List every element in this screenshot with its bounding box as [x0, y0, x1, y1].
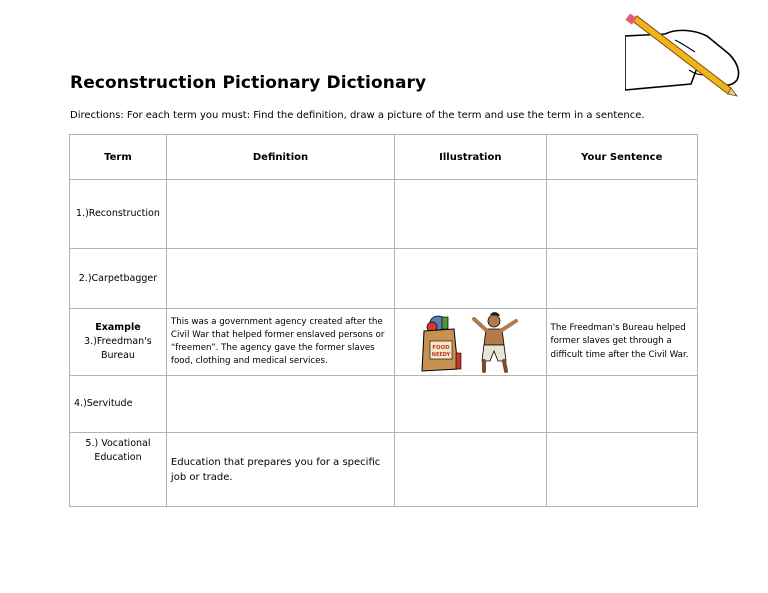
header-illustration: Illustration — [395, 135, 546, 180]
term-cell: 1.)Reconstruction — [70, 180, 167, 249]
definition-cell: This was a government agency created after the Civil War that helped former enslaved persons or “freemen”. The agency gave the former slaves food, clothing and medical services. — [166, 309, 394, 376]
pictionary-table — [69, 134, 698, 507]
term-cell: 2.)Carpetbagger — [70, 249, 167, 309]
page-title: Reconstruction Pictionary Dictionary — [70, 73, 427, 93]
sentence-cell — [546, 249, 697, 309]
header-sentence: Your Sentence — [546, 135, 697, 180]
sentence-cell — [546, 376, 697, 433]
table-row — [70, 433, 698, 507]
food-bag-and-freedman-illustration — [418, 309, 522, 375]
table-header-row — [70, 135, 698, 180]
definition-cell — [166, 249, 394, 309]
illustration-cell — [395, 309, 546, 376]
definition-cell — [166, 180, 394, 249]
definition-cell: Education that prepares you for a specific job or trade. — [166, 433, 394, 507]
term-cell: 5.) Vocational Education — [70, 433, 167, 507]
header-definition: Definition — [166, 135, 394, 180]
illustration-cell — [395, 180, 546, 249]
definition-cell — [166, 376, 394, 433]
illustration-cell — [395, 249, 546, 309]
svg-text:NEEDY: NEEDY — [432, 352, 451, 358]
illustration-cell — [395, 376, 546, 433]
header-term: Term — [70, 135, 167, 180]
table-row — [70, 180, 698, 249]
freedman-figure-icon — [474, 312, 516, 371]
table-row — [70, 249, 698, 309]
sentence-cell — [546, 433, 697, 507]
table-row — [70, 376, 698, 433]
svg-text:FOOD: FOOD — [432, 345, 450, 351]
term-cell — [70, 309, 167, 376]
hand-writing-pencil-icon — [625, 14, 743, 98]
illustration-cell — [395, 433, 546, 507]
example-label: Example — [95, 322, 141, 334]
sentence-cell — [546, 180, 697, 249]
sentence-cell: The Freedman's Bureau helped former slaves get through a difficult time after the Civil War. — [546, 309, 697, 376]
term-cell: 4.)Servitude — [70, 376, 167, 433]
directions-text: Directions: For each term you must: Find the definition, draw a picture of the term and use the term in a sentence. — [70, 110, 645, 121]
term-text: 3.)Freedman's Bureau — [84, 336, 152, 361]
table-row-example — [70, 309, 698, 376]
food-bag-icon — [422, 316, 461, 371]
